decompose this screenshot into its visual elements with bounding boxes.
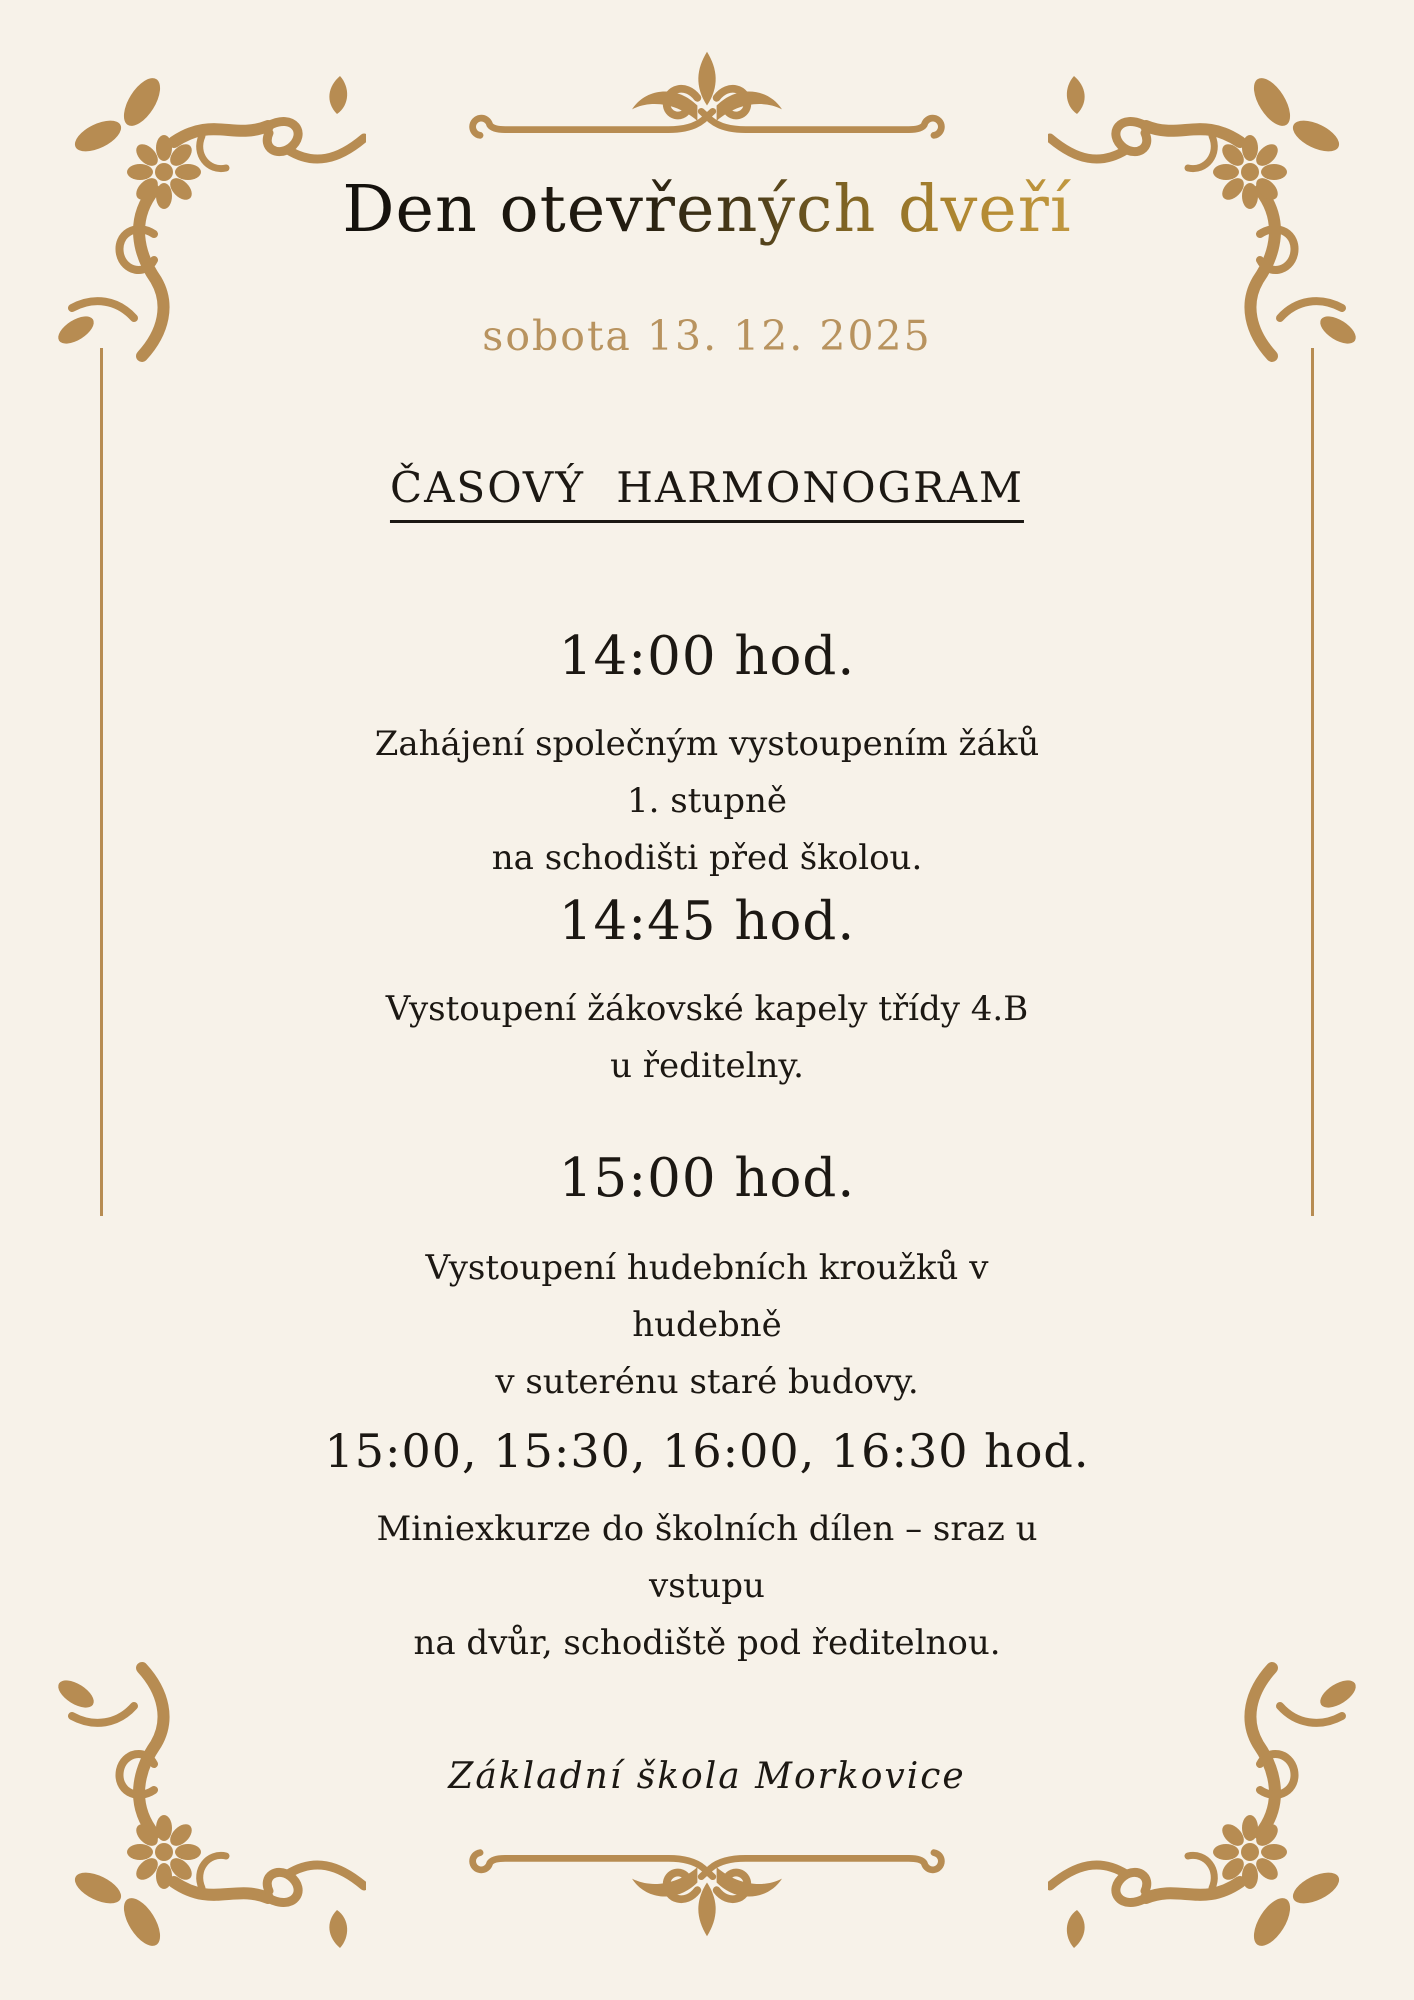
schedule-desc-1-line2: na schodišti před školou.: [491, 838, 923, 878]
frame-left-line: [100, 348, 103, 1216]
schedule-time-3: 15:00 hod.: [558, 1148, 856, 1209]
frame-right-line: [1311, 348, 1314, 1216]
schedule-desc-2: [386, 981, 1028, 1095]
schedule-desc-4-line2: na dvůr, schodiště pod ředitelnou.: [413, 1623, 1001, 1663]
schedule-desc-4: [354, 1501, 1061, 1672]
schedule-desc-2-line1: Vystoupení žákovské kapely třídy 4.B: [385, 989, 1029, 1029]
schedule-heading: ČASOVÝ HARMONOGRAM: [390, 463, 1024, 523]
school-name: Základní škola Morkovice: [448, 1756, 966, 1797]
schedule-desc-3-line1: Vystoupení hudebních kroužků v hudebně: [425, 1248, 989, 1345]
fleur-divider-icon: [457, 44, 957, 144]
schedule-desc-3-line2: v suterénu staré budovy.: [495, 1362, 919, 1402]
schedule-desc-1: [354, 716, 1061, 887]
page-title: Den otevřených dveří: [342, 172, 1072, 247]
schedule-desc-3: [354, 1240, 1061, 1411]
floral-corner-flourish-icon: [36, 1654, 366, 1984]
schedule-time-4: 15:00, 15:30, 16:00, 16:30 hod.: [324, 1424, 1090, 1478]
floral-corner-flourish-icon: [36, 40, 366, 370]
schedule-desc-1-line1: Zahájení společným vystoupením žáků 1. stupně: [374, 724, 1040, 821]
floral-corner-flourish-icon: [1048, 1654, 1378, 1984]
schedule-desc-4-line1: Miniexkurze do školních dílen – sraz u vstupu: [376, 1509, 1038, 1606]
floral-corner-flourish-icon: [1048, 40, 1378, 370]
schedule-time-2: 14:45 hod.: [558, 891, 856, 952]
schedule-time-1: 14:00 hod.: [558, 626, 856, 687]
fleur-divider-icon: [457, 1844, 957, 1944]
event-date: sobota 13. 12. 2025: [482, 312, 932, 360]
schedule-desc-2-line2: u ředitelny.: [610, 1046, 804, 1086]
